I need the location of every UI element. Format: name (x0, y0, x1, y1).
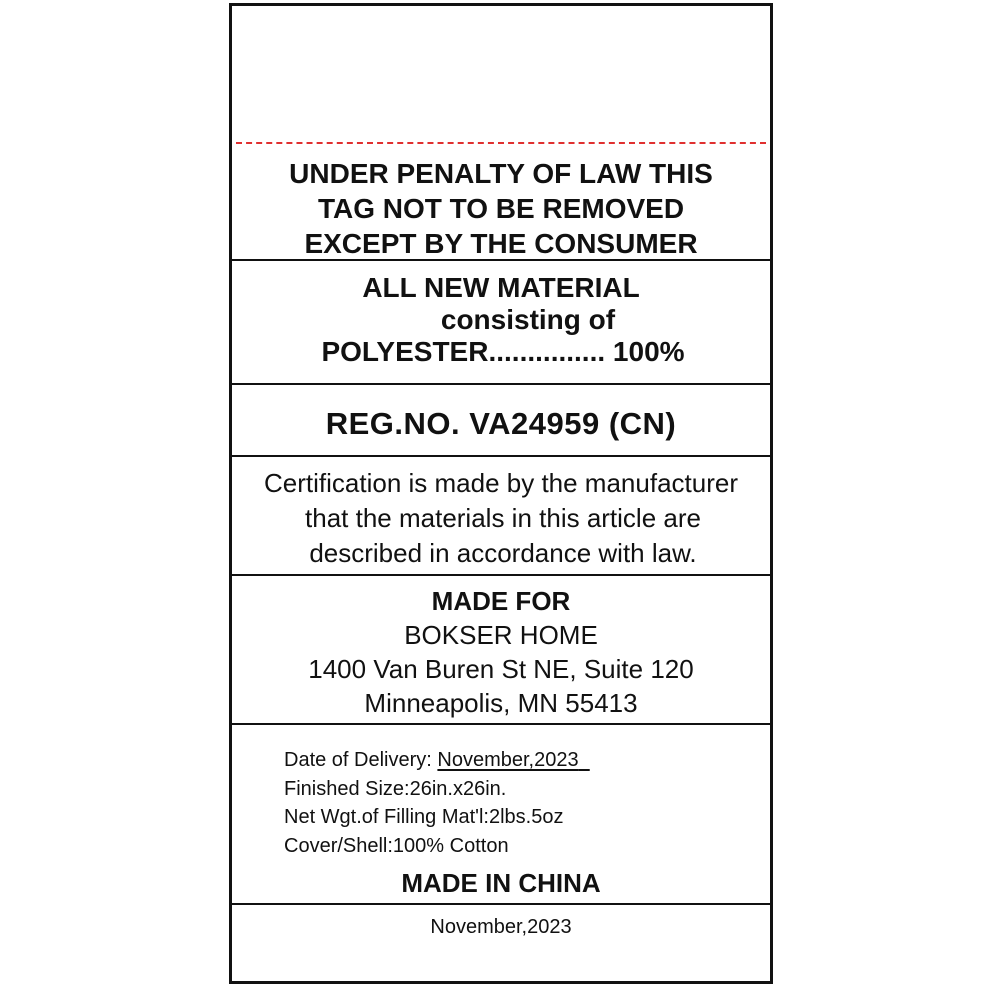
warning-section (232, 156, 770, 261)
company-name: BOKSER HOME (404, 620, 598, 650)
section-divider (232, 723, 770, 725)
material-section (232, 272, 770, 368)
registration-number: REG.NO. VA24959 (CN) (325, 406, 677, 441)
address-line-2: Minneapolis, MN 55413 (364, 688, 638, 718)
section-divider (232, 574, 770, 576)
delivery-date-row (284, 746, 754, 775)
footer-date: November,2023 (430, 916, 572, 938)
section-divider (232, 455, 770, 457)
section-divider (232, 903, 770, 905)
section-divider (232, 383, 770, 385)
net-weight: Net Wgt.of Filling Mat'l:2lbs.5oz (284, 806, 564, 828)
certification-line: Certification is made by the manufacturer (264, 468, 738, 498)
warning-line: EXCEPT BY THE CONSUMER (304, 228, 698, 259)
address-line-1: 1400 Van Buren St NE, Suite 120 (308, 654, 694, 684)
made-for-section (232, 584, 770, 720)
made-for-heading: MADE FOR (431, 586, 571, 616)
certification-section (232, 466, 770, 571)
made-in-china: MADE IN CHINA (401, 868, 601, 898)
delivery-underline-tail (579, 749, 590, 771)
cut-line-dashed (236, 142, 766, 144)
material-polyester: POLYESTER............... 100% (321, 336, 685, 367)
delivery-date-value: November,2023 (437, 749, 579, 771)
certification-line: that the materials in this article are (305, 503, 701, 533)
origin-section (232, 866, 770, 900)
section-divider (232, 259, 770, 261)
warning-line: UNDER PENALTY OF LAW THIS (289, 158, 713, 189)
certification-line: described in accordance with law. (309, 538, 697, 568)
material-heading: ALL NEW MATERIAL (362, 272, 640, 303)
cover-shell: Cover/Shell:100% Cotton (284, 834, 509, 857)
law-tag (229, 3, 773, 984)
warning-line: TAG NOT TO BE REMOVED (317, 193, 685, 224)
finished-size: Finished Size:26in.x26in. (284, 777, 507, 800)
delivery-date-label: Date of Delivery: (284, 749, 432, 771)
footer-section (232, 914, 770, 940)
material-consisting: consisting of (440, 304, 616, 335)
details-section (284, 746, 754, 860)
registration-section (232, 404, 770, 444)
